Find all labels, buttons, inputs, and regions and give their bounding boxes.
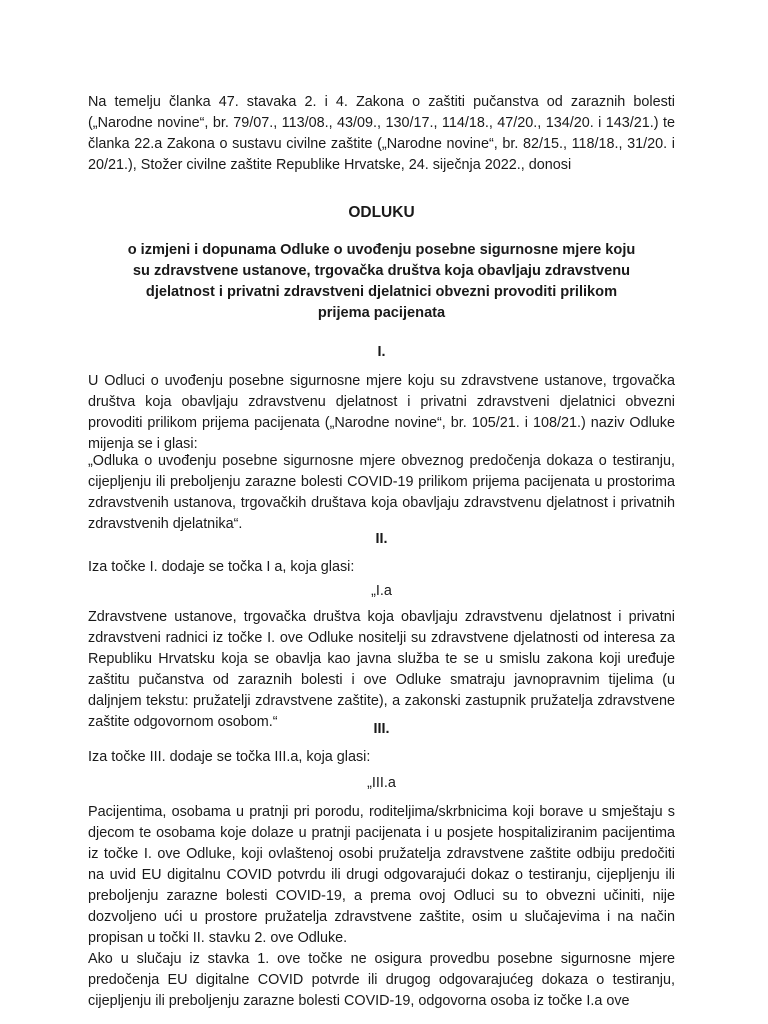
section-1-paragraph-2: „Odluka o uvođenju posebne sigurnosne mjere obveznog predočenja dokaza o testiranju, cijepljenju ili preboljenju zarazne bolesti COVID-19 prilikom prijema pacijenata u prostorima zdravstvenih ustanova, trgovačkih društava koja obavljaju zdravstvenu djelatnost i privatnih zdravstvenih djelatnika“.: [88, 453, 675, 532]
preamble: Na temelju članka 47. stavaka 2. i 4. Zakona o zaštiti pučanstva od zaraznih bolesti („Narodne novine“, br. 79/07., 113/08., 43/09., 130/17., 114/18., 47/20., 134/20. i 143/21.) te članka 22.a Zakona o sustavu civilne zaštite („Narodne novine“, br. 82/15., 118/18., 31/20. i 20/21.), Stožer civilne zaštite Republike Hrvatske, 24. siječnja 2022., donosi: [88, 94, 675, 173]
section-2-sub-paragraph-1: Zdravstvene ustanove, trgovačka društva koja obavljaju zdravstvenu djelatnost i privatni zdravstveni radnici iz točke I. ove Odluke nositelji su zdravstvene djelatnosti od interesa za Republiku Hrvatsku koja se obavlja kao javna služba te se u smislu zakona koji uređuje zaštitu pučanstva od zaraznih bolesti i ove Odluke smatraju javnopravnim tijelima (u daljnjem tekstu: pružatelji zdravstvene zaštite), a zakonski zastupnik pružatelja zdravstvene zaštite odgovornom osobom.“: [88, 609, 675, 730]
section-heading-3: III.: [373, 721, 390, 737]
section-2-subheading: „I.a: [371, 583, 392, 599]
section-2-paragraph-1: Iza točke I. dodaje se točka I a, koja glasi:: [88, 559, 355, 575]
section-3-sub-paragraph-2: Ako u slučaju iz stavka 1. ove točke ne osigura provedbu posebne sigurnosne mjere predočenja EU digitalne COVID potvrde ili drugog odgovarajućeg dokaza o testiranju, cijepljenju ili preboljenju zarazne bolesti COVID-19, odgovorna osoba iz točke I.a ove: [88, 951, 675, 1009]
section-heading-1: I.: [377, 344, 386, 360]
section-3-paragraph-1: Iza točke III. dodaje se točka III.a, koja glasi:: [88, 749, 371, 765]
document-subtitle: o izmjeni i dopunama Odluke o uvođenju posebne sigurnosne mjere koju su zdravstvene ustanove, trgovačka društva koja obavljaju zdravstvenu djelatnost i privatni zdravstveni djelatnici obvezni provoditi prilikom prijema pacijenata: [127, 242, 636, 321]
section-1-paragraph-1: U Odluci o uvođenju posebne sigurnosne mjere koju su zdravstvene ustanove, trgovačka društva koja obavljaju zdravstvenu djelatnost i privatni zdravstveni djelatnici obvezni provoditi prilikom prijema pacijenata („Narodne novine“, br. 105/21. i 108/21.) naziv Odluke mijenja se i glasi:: [88, 373, 675, 452]
section-3-sub-paragraph-1: Pacijentima, osobama u pratnji pri porodu, roditeljima/skrbnicima koji borave u smještaju s djecom te osobama koje dolaze u pratnji pacijenata i u posjete hospitaliziranim pacijentima iz točke I. ove Odluke, koji ovlaštenoj osobi pružatelja zdravstvene zaštite odbiju predočiti na uvid EU digitalnu COVID potvrdu ili drugi odgovarajući dokaz o testiranju, cijepljenju ili preboljenju zarazne bolesti COVID-19, a prema ovoj Odluci su to obvezni učiniti, nije dozvoljeno ući u prostore pružatelja zdravstvene zaštite, osim u slučajevima i na način propisan u točki II. stavku 2. ove Odluke.: [88, 804, 675, 946]
document-title: ODLUKU: [348, 204, 415, 221]
section-heading-2: II.: [375, 531, 388, 547]
section-3-subheading: „III.a: [367, 775, 396, 791]
